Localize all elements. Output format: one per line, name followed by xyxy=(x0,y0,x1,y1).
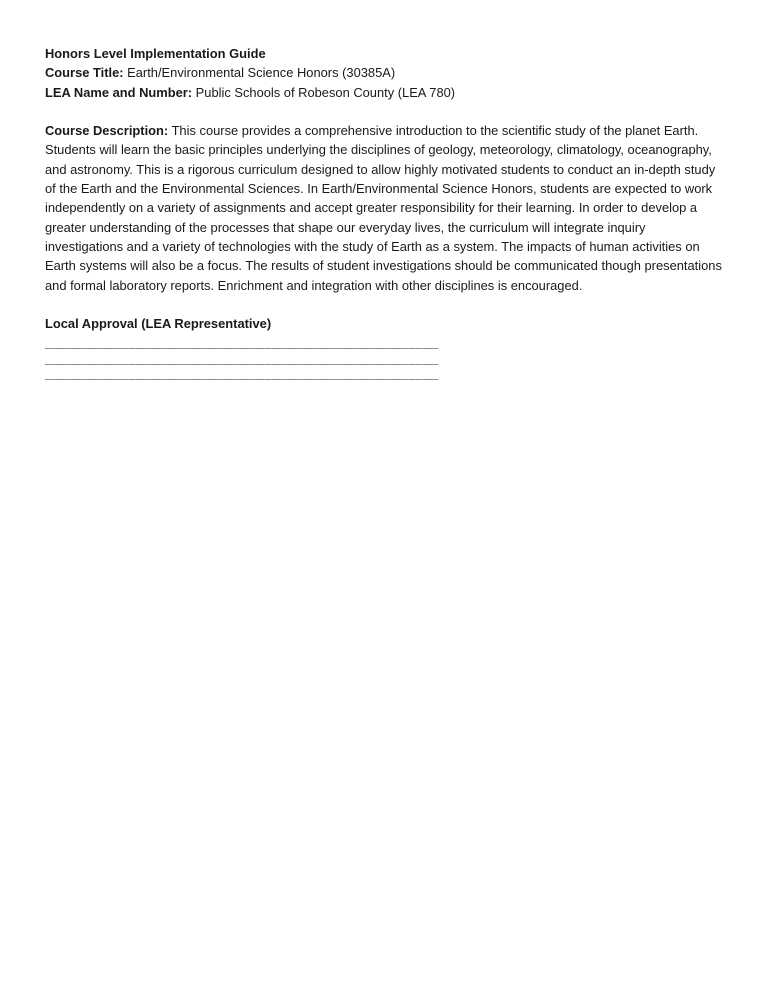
signature-lines xyxy=(45,335,727,382)
signature-line: ____________________________________________________ xyxy=(45,335,439,351)
document-heading: Honors Level Implementation Guide xyxy=(45,46,266,61)
course-title-label: Course Title: xyxy=(45,65,124,81)
course-description-text: This course provides a comprehensive introduction to the scientific study of the planet Earth. Students will learn the basic principles underlying the disciplines of geology, meteorology, climatology, oceanography, and astronomy. This is a rigorous curriculum designed to allow highly motivated students to conduct an in-depth study of the Earth and the Environmental Sciences. In Earth/Environmental Science Honors, students are expected to work independently on a variety of assignments and accept greater responsibility for their learning. In order to develop a greater understanding of the processes that shape our everyday lives, the curriculum will integrate inquiry investigations and a variety of technologies with the study of Earth as a system. The impacts of human activities on Earth systems will also be a focus. The results of student investigations should be communicated though presentations and formal laboratory reports. Enrichment and integration with other disciplines is encouraged. xyxy=(45,123,722,293)
course-title-value: Earth/Environmental Science Honors (30385A) xyxy=(127,65,396,81)
lea-line xyxy=(45,83,727,102)
document-content xyxy=(45,44,727,382)
local-approval-heading: Local Approval (LEA Representative) xyxy=(45,316,272,332)
signature-line: ____________________________________________________ xyxy=(45,350,439,366)
course-description-label: Course Description: xyxy=(45,123,169,139)
course-title-line xyxy=(45,63,727,82)
course-description-paragraph xyxy=(45,121,727,295)
signature-line: ____________________________________________________ xyxy=(45,366,439,382)
lea-label: LEA Name and Number: xyxy=(45,84,193,100)
lea-value: Public Schools of Robeson County (LEA 780) xyxy=(195,84,456,100)
